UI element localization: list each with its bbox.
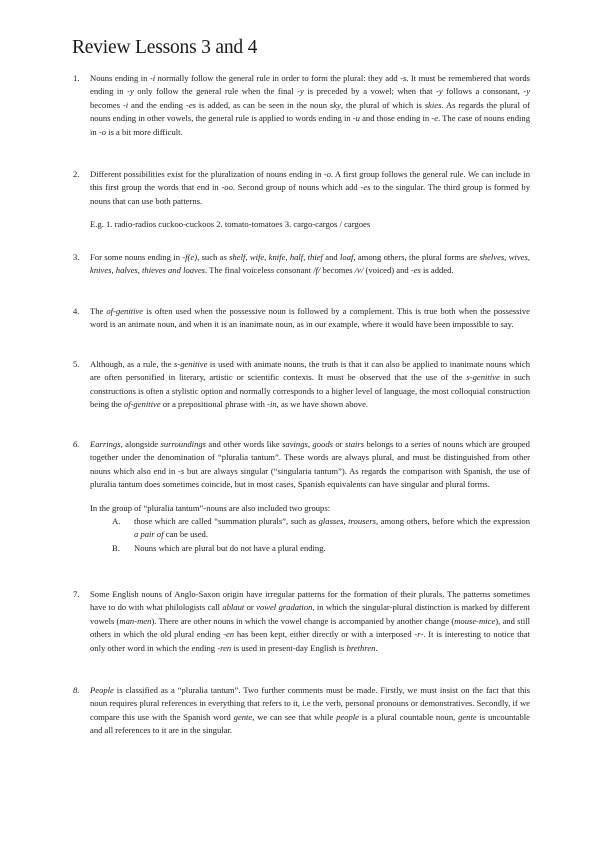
item-text: Earrings, alongside surroundings and other words like savings, goods or stairs belongs to a series of nouns which are grouped together under the denomination of “pluralia tantum”. These words are always plural, and must be distinguished from other nouns which also end in -s but are always singular (“singularia tantum”). As regards the comparison with Spanish, the use of pluralia tantum does sometimes coincide, but in most cases, Spanish equivalents can have singular and plural forms. [90,439,530,490]
item-text: People is classified as a “pluralia tantum”. Two further comments must be made. Firstly, we must insist on the fact that this noun requires plural references in everything that refers to it, i.e the verb, personal pronouns or demonstratives. Secondly, if we compare this use with the Spanish word gente, we can see that while people is a plural countable noun, gente is uncountable and all references to it are in the singular. [90,685,530,736]
item-number: 4. [73,306,80,316]
list-item-5 [73,358,531,412]
item-text: Different possibilities exist for the pluralization of nouns ending in -o. A first group follows the general rule. We can include in this first group the words that end in -oo. Second group of nouns which add -es to the singular. The third group is formed by nouns that can use both patterns. [90,169,531,206]
list-item-2 [73,168,531,232]
item-number: 6. [73,439,80,449]
sublist-item-a [112,515,530,542]
item-number: 1. [73,73,80,83]
item-number: 2. [73,169,80,179]
list-item-4 [73,305,530,332]
list-item-6 [73,438,530,555]
sublist-label: A. [112,516,121,527]
list-item-3 [73,251,530,278]
sublist-text: Nouns which are plural but do not have a plural ending. [134,542,326,553]
item-number: 5. [73,359,80,369]
item-text: Some English nouns of Anglo-Saxon origin have irregular patterns for the formation of their plurals. The patterns sometimes have to do with what philologists call ablaut or vowel gradation, in which the singular-plural distinction is marked by different vowels (man-men). There are other nouns in which the vowel change is accompanied by another change (mouse-mice), and still others in which the old plural ending -en has been kept, either directly or with a interposed -r-. It is interesting to notice that only other word in which the ending -ren is used in present-day English is brethren. [90,589,530,653]
item-text: The of-genitive is often used when the possessive noun is followed by a complement. This is true both when the possessive word is an animate noun, and when it is an inanimate noun, as in our example, where it would have been impossible to say. [90,306,530,330]
sublist-label: B. [112,542,120,553]
item-subheading: In the group of “pluralia tantum”-nouns are also included two groups: [90,502,331,513]
item-example: E.g. 1. radio-radios cuckoo-cuckoos 2. tomato-tomatoes 3. cargo-cargos / cargoes [90,219,371,230]
item-number: 3. [73,252,80,262]
item-text: For some nouns ending in -f(e), such as shelf, wife, knife, half, thief and loaf, among others, the plural forms are shelves, wives, knives, halves, thieves and loaves. The final voiceless consonant /f/ becomes /v/ (voiced) and -es is added. [90,252,530,276]
sublist-text: those which are called “summation plurals”, such as glasses, trousers, among others, before which the expression a pair of can be used. [134,516,530,540]
list-item-7 [73,588,530,655]
item-number: 7. [73,589,80,599]
item-text: Although, as a rule, the s-genitive is used with animate nouns, the truth is that it can also be applied to inanimate nouns which are often personified in literary, artistic or scientific contexts. It must be observed that the use of the s-genitive in such constructions is often a stylistic option and normally corresponds to a higher level of language, the most colloquial construction being the of-genitive or a prepositional phrase with -in, as we have shown above. [90,359,531,410]
page-title: Review Lessons 3 and 4 [72,37,258,58]
item-text: Nouns ending in -i normally follow the general rule in order to form the plural: they add -s. It must be remembered that words ending in -y only follow the general rule when the final -y is preceded by a vowel; when that -y follows a consonant, -y becomes -i and the ending -es is added, as can be seen in the noun sky, the plural of which is skies. As regards the plural of nouns ending in other vowels, the general rule is applied to words ending in -u and those ending in -e. The case of nouns ending in -o is a bit more difficult. [90,73,531,137]
list-item-8 [73,684,530,738]
item-number: 8. [73,685,80,695]
list-item-1 [73,72,531,139]
sublist-item-b [112,542,530,555]
